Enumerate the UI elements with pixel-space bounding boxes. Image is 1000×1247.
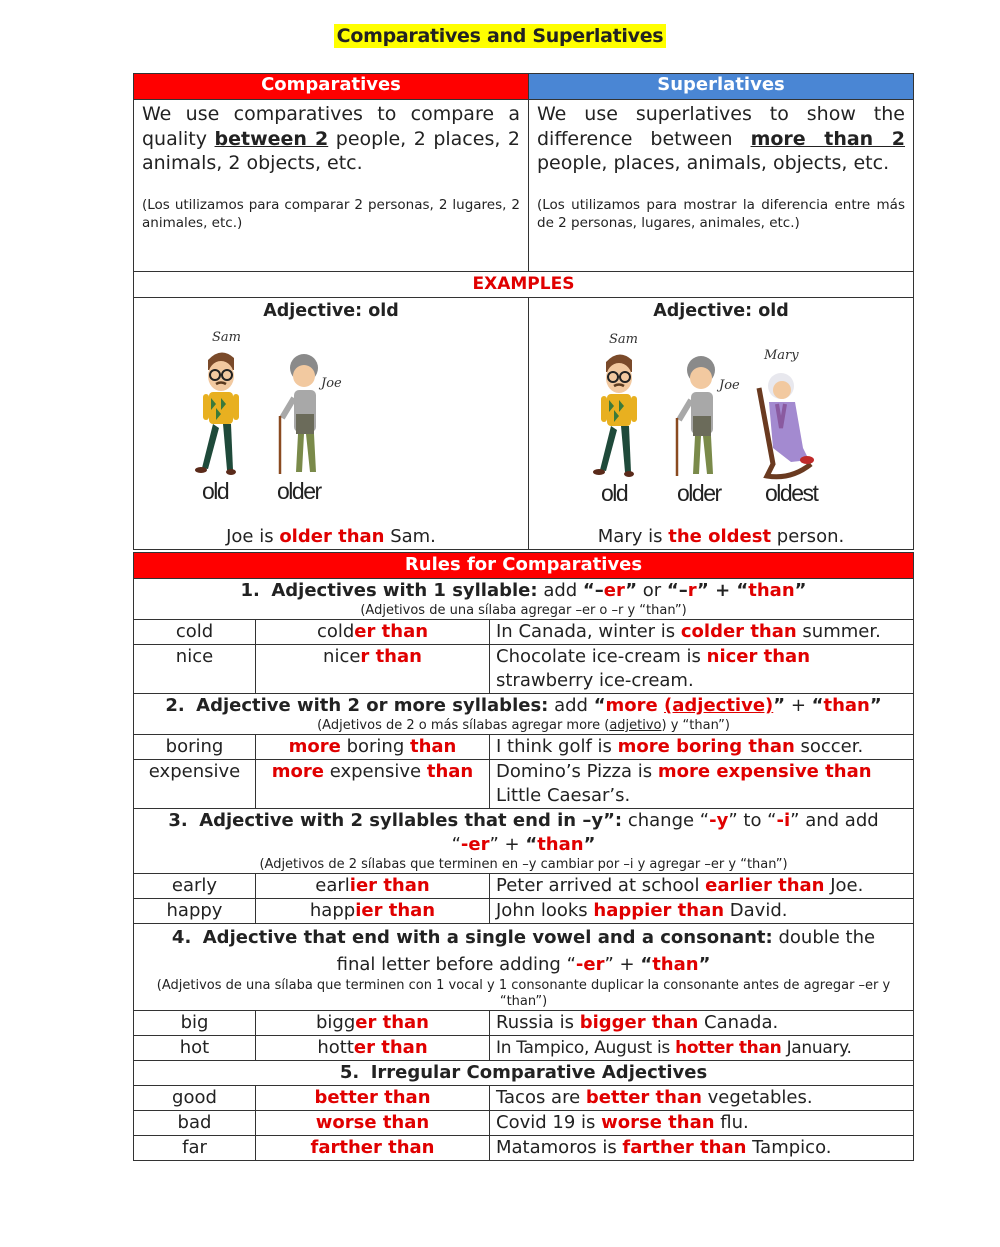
table-row: expensive more expensive than Domino’s Pizza is more expensive than Little Caesar’s.: [134, 760, 914, 809]
table-row: boring more boring than I think golf is more boring than soccer.: [134, 735, 914, 760]
sam-figure-icon: [186, 348, 256, 478]
table-row: bad worse than Covid 19 is worse than flu.: [134, 1111, 914, 1136]
table-row: cold colder than In Canada, winter is colder than summer.: [134, 620, 914, 645]
examples-header: EXAMPLES: [134, 272, 914, 298]
degree-word: oldest: [765, 480, 818, 506]
comparatives-spanish: (Los utilizamos para comparar 2 personas, 2 lugares, 2 animales, etc.): [142, 196, 520, 231]
example-sentence: Mary is the oldest person.: [597, 526, 845, 547]
name-label: Joe: [719, 378, 740, 393]
name-label: Joe: [321, 376, 342, 391]
name-label: Sam: [212, 330, 241, 345]
name-label: Sam: [609, 332, 638, 347]
emphasis: between 2: [214, 127, 329, 150]
table-row: early earlier than Peter arrived at school earlier than Joe.: [134, 874, 914, 899]
sam-figure-icon: [584, 350, 654, 480]
example-comparative: [134, 298, 529, 550]
illustration: [134, 330, 528, 520]
joe-figure-icon: [669, 352, 729, 482]
rule-spanish: (Adjetivos de una sílaba que terminen con 1 vocal y 1 consonante duplicar la consonante antes de agregar –er y “than”): [156, 978, 891, 1009]
rule-spanish: (Adjetivos de una sílaba agregar –er o –r y “than”): [360, 603, 687, 618]
comparatives-description: We use comparatives to compare a quality between 2 people, 2 places, 2 animals, 2 objects, etc. (Los utilizamos para comparar 2 personas, 2 lugares, 2 animales, etc.): [134, 100, 529, 272]
table-row: happy happier than John looks happier than David.: [134, 899, 914, 924]
adjective-label: Adjective: old: [263, 301, 399, 321]
table-row: big bigger than Russia is bigger than Canada.: [134, 1011, 914, 1036]
rule-1: 1. Adjectives with 1 syllable: add “–er” or “–r” + “than” (Adjetivos de una sílaba agregar –er o –r y “than”): [134, 579, 914, 620]
rule-spanish: (Adjetivos de 2 sílabas que terminen en –y cambiar por –i y agregar –er y “than”): [259, 857, 788, 872]
page-title: Comparatives and Superlatives: [334, 24, 667, 48]
rules-table: [133, 552, 914, 1161]
superlatives-description: We use superlatives to show the difference between more than 2 people, places, animals, objects, etc. (Los utilizamos para mostrar la diferencia entre más de 2 personas, lugares, animales, etc.): [529, 100, 914, 272]
comparison-table: [133, 73, 914, 550]
adjective-label: Adjective: old: [653, 301, 789, 321]
name-label: Mary: [764, 348, 799, 363]
rule-4: 4. Adjective that end with a single vowel and a consonant: double the final letter before adding “-er” + “than” (Adjetivos de una sílaba que terminen con 1 vocal y 1 consonante duplicar la consonante antes de agregar –er y “than”): [134, 924, 914, 1011]
title-wrap: [0, 24, 1000, 48]
rule-5: 5. Irregular Comparative Adjectives: [134, 1061, 914, 1086]
example-sentence: Joe is older than Sam.: [226, 526, 436, 547]
table-row: hot hotter than In Tampico, August is hotter than January.: [134, 1036, 914, 1061]
emphasis: more than 2: [750, 127, 906, 150]
superlatives-spanish: (Los utilizamos para mostrar la diferencia entre más de 2 personas, lugares, animales, etc.): [537, 196, 905, 231]
degree-word: old: [202, 478, 229, 504]
comparatives-header: Comparatives: [134, 74, 529, 100]
illustration: [529, 330, 913, 520]
table-row: nice nicer than Chocolate ice-cream is nicer than strawberry ice-cream.: [134, 645, 914, 694]
superlatives-header: Superlatives: [529, 74, 914, 100]
rules-header: Rules for Comparatives: [134, 553, 914, 579]
degree-word: old: [601, 480, 628, 506]
rule-3: 3. Adjective with 2 syllables that end in –y”: change “-y” to “-i” and add “-er” + “than” (Adjetivos de 2 sílabas que terminen en –y cambiar por –i y agregar –er y “than”): [134, 809, 914, 874]
example-superlative: [529, 298, 914, 550]
rule-2: 2. Adjective with 2 or more syllables: add “more (adjective)” + “than” (Adjetivos de 2 o más sílabas agregar more (adjetivo) y “than”): [134, 694, 914, 735]
rule-spanish: (Adjetivos de 2 o más sílabas agregar more (adjetivo) y “than”): [317, 718, 730, 733]
degree-word: older: [277, 478, 321, 504]
table-row: far farther than Matamoros is farther than Tampico.: [134, 1136, 914, 1161]
mary-figure-icon: [751, 368, 821, 480]
joe-figure-icon: [272, 350, 332, 480]
table-row: good better than Tacos are better than vegetables.: [134, 1086, 914, 1111]
degree-word: older: [677, 480, 721, 506]
